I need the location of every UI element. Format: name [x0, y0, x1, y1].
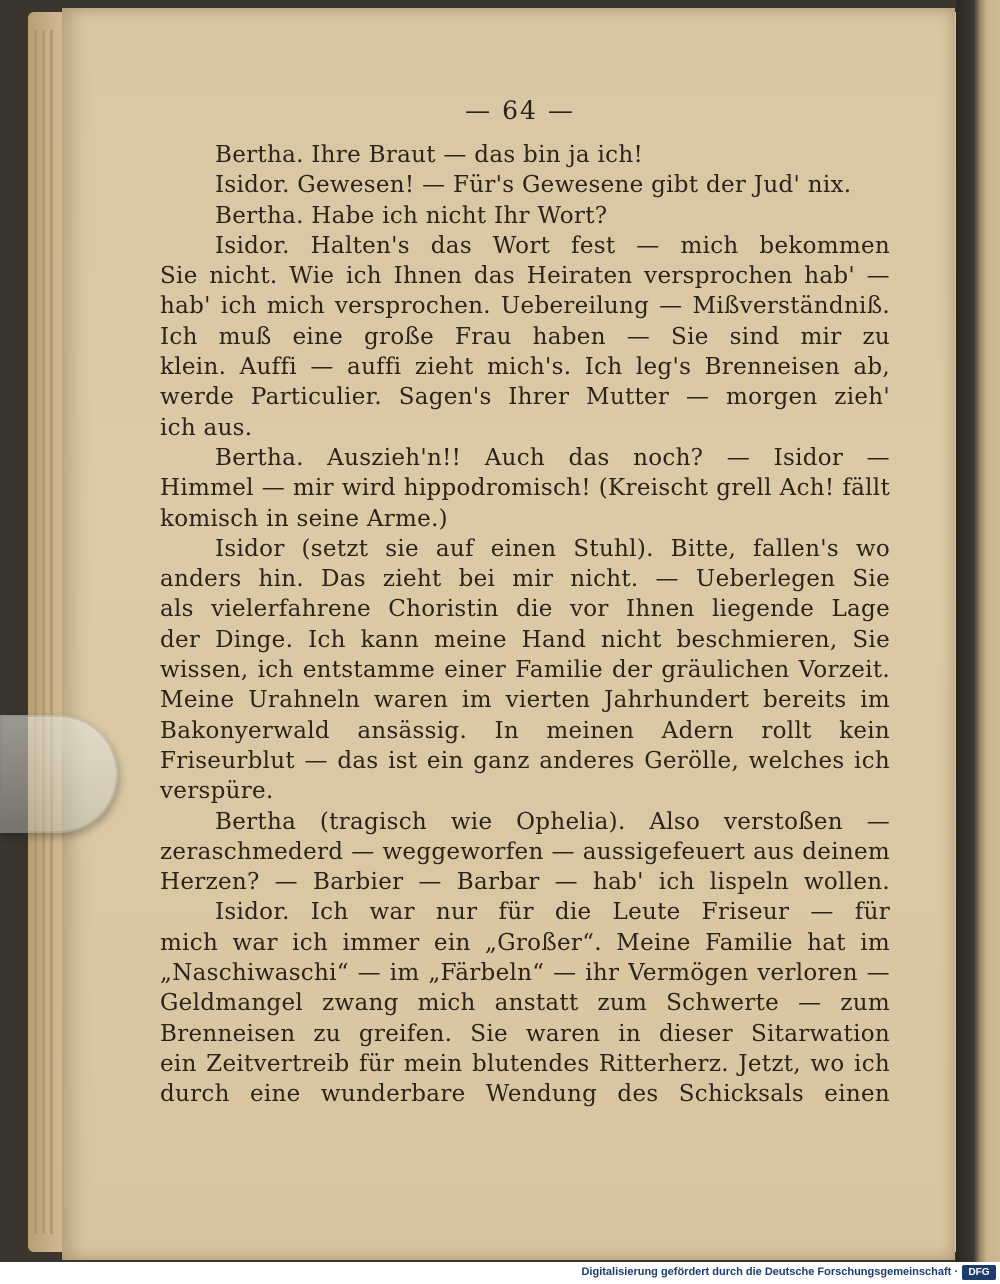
text-line: ein Zeitvertreib für mein blutendes Ritterherz. Jetzt, wo ich	[160, 1050, 890, 1077]
page-edge	[50, 30, 53, 1234]
text-line: durch eine wunderbare Wendung des Schicksals einen	[160, 1081, 890, 1108]
text-line: Bertha (tragisch wie Ophelia). Also verstoßen —	[215, 808, 890, 835]
facing-page-edge	[956, 0, 1000, 1262]
text-line: klein. Auffi — auffi zieht mich's. Ich leg's Brenneisen ab,	[160, 354, 890, 381]
footer-credit: Digitalisierung gefördert durch die Deutsche Forschungsgemeinschaft ·	[581, 1266, 958, 1278]
text-line: „Naschiwaschi“ — im „Färbeln“ — ihr Vermögen verloren —	[160, 960, 890, 987]
text-line: Isidor. Ich war nur für die Leute Friseur — für	[215, 899, 890, 926]
text-line: Isidor. Halten's das Wort fest — mich bekommen	[215, 232, 890, 259]
text-line: mich war ich immer ein „Großer“. Meine Familie hat im	[160, 929, 890, 956]
text-line: Herzen? — Barbier — Barbar — hab' ich lispeln wollen.	[160, 869, 890, 896]
text-line: Friseurblut — das ist ein ganz anderes Gerölle, welches ich	[160, 747, 890, 774]
text-line: Bakonyerwald ansässig. In meinen Adern rollt kein	[160, 717, 890, 744]
page-clip	[0, 715, 118, 833]
text-line: Brenneisen zu greifen. Sie waren in dieser Sitarwation	[160, 1020, 890, 1047]
text-line: als vielerfahrene Choristin die vor Ihnen liegende Lage	[160, 596, 890, 623]
text-line: Isidor (setzt sie auf einen Stuhl). Bitte, fallen's wo	[215, 535, 890, 562]
text-line: der Dinge. Ich kann meine Hand nicht beschmieren, Sie	[160, 626, 890, 653]
text-line: Bertha. Habe ich nicht Ihr Wort?	[215, 202, 608, 229]
text-line: Himmel — mir wird hippodromisch! (Kreischt grell Ach! fällt	[160, 475, 890, 502]
text-line: werde Particulier. Sagen's Ihrer Mutter — morgen zieh'	[160, 384, 890, 411]
text-line: zeraschmederd — weggeworfen — aussigefeuert aus deinem	[160, 838, 890, 865]
text-line: Isidor. Gewesen! — Für's Gewesene gibt der Jud' nix.	[215, 172, 852, 199]
page-edge	[42, 30, 45, 1234]
text-line: Ich muß eine große Frau haben — Sie sind mir zu	[160, 323, 890, 350]
text-line: ich aus.	[160, 414, 253, 441]
text-line: Geldmangel zwang mich anstatt zum Schwerte — zum	[160, 990, 890, 1017]
text-line: Bertha. Auszieh'n!! Auch das noch? — Isidor —	[215, 444, 890, 471]
text-line: hab' ich mich versprochen. Uebereilung — Mißverständniß.	[160, 293, 890, 320]
body-text	[160, 140, 890, 1110]
text-line: verspüre.	[160, 778, 274, 805]
dfg-logo: DFG	[962, 1265, 996, 1280]
text-line: komisch in seine Arme.)	[160, 505, 448, 532]
page-number: — 64 —	[465, 96, 575, 125]
text-line: Bertha. Ihre Braut — das bin ja ich!	[215, 142, 644, 168]
page-edge	[34, 30, 37, 1234]
text-line: Sie nicht. Wie ich Ihnen das Heiraten versprochen hab' —	[160, 263, 890, 290]
footer-bar	[0, 1262, 1000, 1284]
text-line: wissen, ich entstamme einer Familie der gräulichen Vorzeit.	[160, 657, 890, 684]
text-line: Meine Urahneln waren im vierten Jahrhundert bereits im	[160, 687, 890, 714]
text-line: anders hin. Das zieht bei mir nicht. — Ueberlegen Sie	[160, 566, 890, 593]
